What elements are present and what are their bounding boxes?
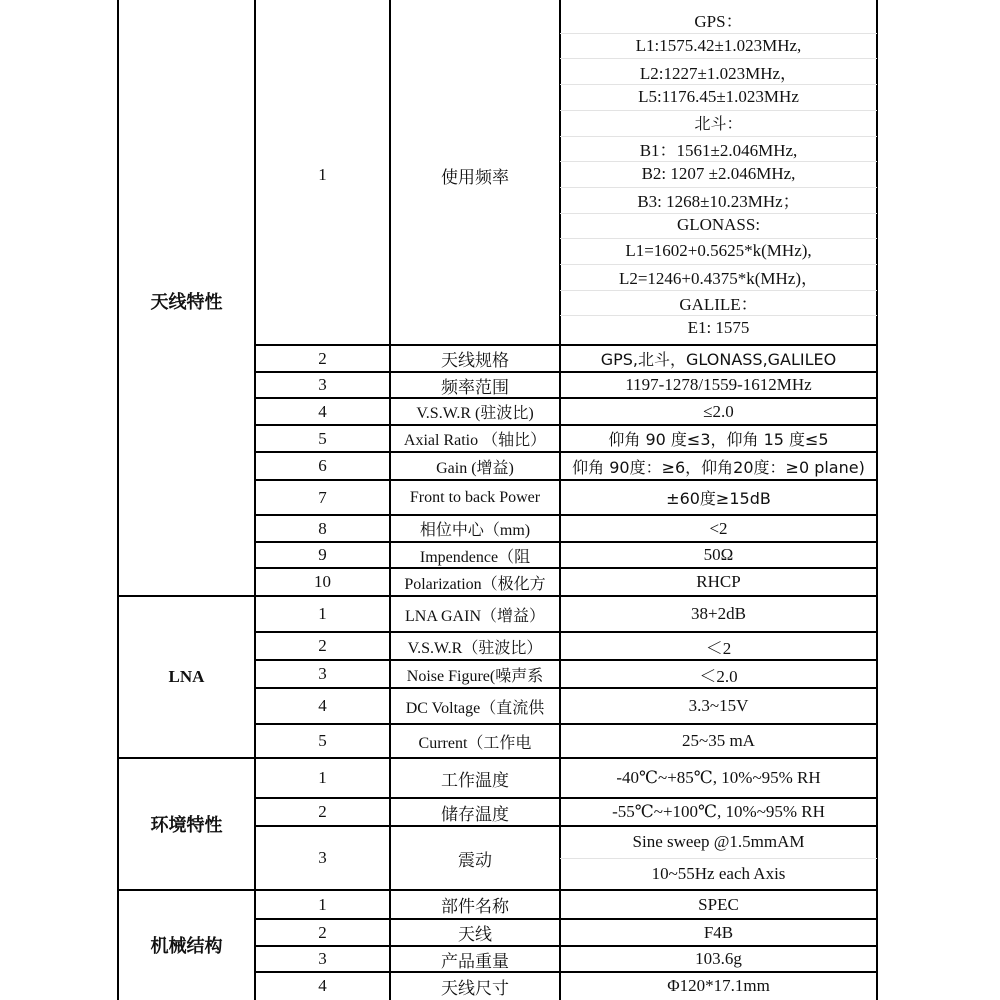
row-number: 2 [318,802,327,821]
param-name: Current（工作电 [418,734,532,752]
row-number: 1 [318,604,327,623]
param-value: GPS,北斗，GLONASS,GALILEO [600,350,837,369]
row-number: 8 [318,518,327,538]
row-number: 3 [318,375,327,394]
param-name: Impendence（阻 [419,548,531,566]
param-name: DC Voltage（直流供 [405,699,545,717]
param-value: ＜2.0 [699,666,738,686]
param-value: SPEC [698,894,739,914]
row-number: 1 [318,165,327,184]
param-name: 工作温度 [441,770,509,791]
param-name: 频率范围 [441,377,509,398]
param-name: 部件名称 [441,897,509,917]
row-number: 4 [318,696,327,715]
param-value: Sine sweep @1.5mmAM [632,832,805,851]
param-name: Axial Ratio （轴比） [403,432,547,449]
param-value: ＜2 [705,638,732,658]
param-name: V.S.W.R（驻波比） [407,639,543,657]
param-value: 25~35 mA [682,731,755,750]
row-number: 2 [318,636,327,655]
row-number: 3 [318,949,327,968]
param-value: ±60度≥15dB [666,489,771,508]
param-value: B3: 1268±10.23MHz； [637,192,800,212]
grid-col-line [876,0,878,1000]
param-value: ≤2.0 [703,401,734,421]
row-number: 3 [318,664,327,683]
param-value: F4B [703,922,734,942]
param-value: E1: 1575 [687,318,750,338]
section-title: 环境特性 [150,815,223,836]
param-value: <2 [709,518,728,538]
row-number: 10 [314,572,331,591]
param-name: 产品重量 [441,951,509,972]
row-number: 6 [318,456,327,475]
row-number: 4 [318,401,327,421]
param-value: 10~55Hz each Axis [651,864,786,883]
param-name: V.S.W.R (驻波比) [416,405,534,422]
param-name: 天线 [458,925,492,945]
param-value: Φ120*17.1mm [667,976,770,995]
param-name: Noise Figure(噪声系 [406,667,544,685]
row-number: 2 [318,922,327,942]
param-value: GALILE： [679,295,758,315]
section-title: 机械结构 [150,936,223,957]
param-name: 相位中心（mm) [419,522,531,539]
param-value: L5:1176.45±1.023MHz [638,86,799,106]
param-value: GPS： [694,12,743,32]
row-number: 2 [318,348,327,368]
param-name: Front to back Power [409,488,541,506]
param-value: 仰角 90 度≤3，仰角 15 度≤5 [608,430,829,449]
row-number: 1 [318,768,327,787]
row-number: 1 [318,894,327,914]
row-number: 4 [318,976,327,995]
param-value: 103.6g [695,949,742,968]
param-value: 1197-1278/1559-1612MHz [625,375,812,394]
param-name: Gain (增益) [436,459,514,477]
param-value: L2=1246+0.4375*k(MHz)， [618,269,819,289]
row-number: 9 [318,545,327,564]
param-value: -55℃~+100℃, 10%~95% RH [612,802,825,821]
param-value: L1:1575.42±1.023MHz, [635,35,802,55]
param-value: L1=1602+0.5625*k(MHz), [625,241,812,261]
param-value: 50Ω [703,545,734,564]
param-value: 北斗： [694,114,743,134]
param-value: RHCP [696,572,741,591]
param-name: 震动 [458,850,492,871]
row-number: 5 [318,731,327,750]
param-value: 3.3~15V [688,696,749,715]
param-name: 使用频率 [441,167,509,188]
param-name: Polarization（极化方 [404,575,546,593]
param-value: B2: 1207 ±2.046MHz, [641,164,796,184]
param-name: 天线规格 [441,351,509,371]
param-value: -40℃~+85℃, 10%~95% RH [616,768,821,787]
row-number: 3 [318,848,327,867]
param-name: 天线尺寸 [441,978,509,999]
param-name: LNA GAIN（增益） [405,607,545,625]
row-number: 5 [318,428,327,448]
param-value: 仰角 90度：≥6，仰角20度：≥0 plane) [572,457,865,477]
section-title: LNA [168,667,205,686]
section-title: 天线特性 [150,291,223,313]
param-value: B1：1561±2.046MHz, [639,140,798,160]
param-value: L2:1227±1.023MHz， [639,63,798,83]
param-value: GLONASS: [676,215,761,235]
row-number: 7 [318,487,327,507]
param-name: 储存温度 [441,804,509,825]
param-value: 38+2dB [691,604,746,623]
